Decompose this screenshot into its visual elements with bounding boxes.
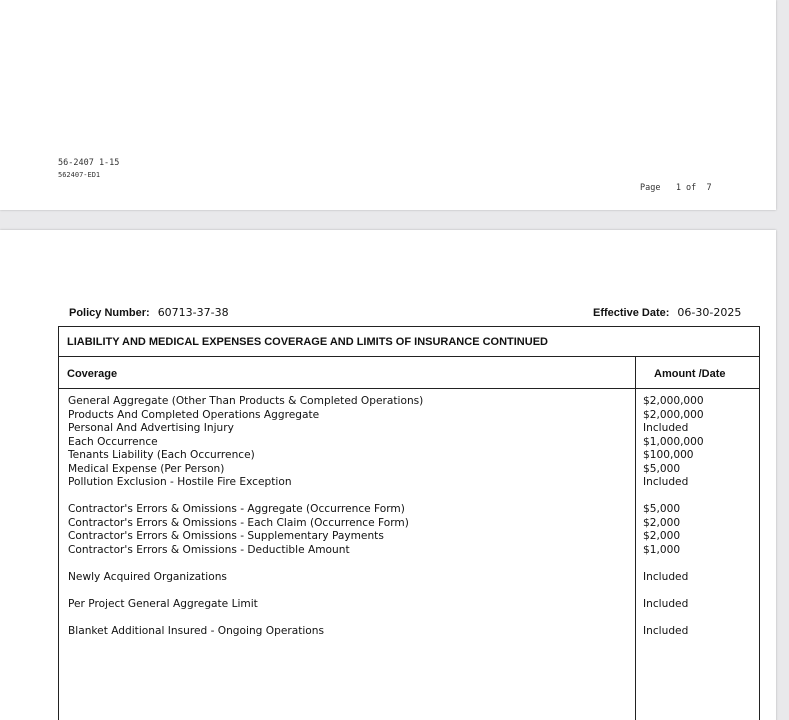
effective-date-value: 06-30-2025 [677, 306, 742, 319]
table-row [59, 503, 759, 517]
form-edition: 562407-ED1 [58, 171, 101, 179]
page-number: Page 1 of 7 [640, 183, 712, 193]
section-title: LIABILITY AND MEDICAL EXPENSES COVERAGE AND LIMITS OF INSURANCE CONTINUED [59, 327, 759, 357]
coverage-name: Pollution Exclusion - Hostile Fire Exception [68, 476, 292, 488]
table-row [59, 476, 759, 490]
table-row [59, 436, 759, 450]
coverage-amount: $1,000 [643, 543, 681, 556]
coverage-name: Contractor's Errors & Omissions - Deductible Amount [68, 543, 350, 556]
page-1 [0, 0, 776, 210]
table-row [59, 463, 759, 477]
coverage-name: Contractor's Errors & Omissions - Supplementary Payments [68, 530, 384, 542]
coverage-name: Contractor's Errors & Omissions - Each Claim (Occurrence Form) [68, 516, 409, 529]
coverage-amount: Included [643, 570, 689, 583]
amount-column-header: Amount /Date [654, 368, 726, 380]
table-header [59, 357, 759, 389]
coverage-amount: $2,000 [643, 530, 681, 542]
coverage-name: Blanket Additional Insured - Ongoing Operations [68, 624, 325, 637]
table-row [59, 409, 759, 423]
coverage-amount: $100,000 [643, 449, 694, 461]
coverage-group [59, 625, 759, 639]
coverage-amount: $2,000,000 [643, 395, 704, 407]
coverage-amount: $1,000,000 [643, 435, 704, 448]
policy-number-value: 60713-37-38 [157, 306, 229, 319]
table-row [59, 530, 759, 544]
coverage-group [59, 395, 759, 490]
form-code: 56-2407 1-15 [58, 158, 120, 168]
coverage-name: Per Project General Aggregate Limit [68, 597, 258, 610]
effective-date-label: Effective Date: [593, 307, 670, 319]
table-row [59, 395, 759, 409]
coverage-name: Newly Acquired Organizations [68, 570, 227, 583]
coverage-amount: $5,000 [643, 503, 681, 515]
coverage-group [59, 571, 759, 585]
coverage-group [59, 598, 759, 612]
coverage-amount: Included [643, 422, 689, 434]
coverage-amount: Included [643, 624, 689, 637]
page-2 [0, 230, 776, 720]
table-row [59, 422, 759, 436]
coverage-name: Personal And Advertising Injury [68, 422, 234, 434]
coverage-amount: Included [643, 597, 689, 610]
coverage-name: Tenants Liability (Each Occurrence) [68, 449, 255, 461]
coverage-name: Each Occurrence [68, 435, 158, 448]
coverage-amount: $2,000,000 [643, 408, 704, 421]
coverage-name: Products And Completed Operations Aggregate [68, 408, 320, 421]
coverage-table [58, 326, 760, 720]
coverage-name: Medical Expense (Per Person) [68, 462, 225, 475]
coverage-amount: Included [643, 476, 689, 488]
table-row [59, 449, 759, 463]
coverage-name: Contractor's Errors & Omissions - Aggregate (Occurrence Form) [68, 503, 405, 515]
coverage-group [59, 503, 759, 557]
table-row [59, 517, 759, 531]
table-row [59, 598, 759, 612]
policy-number-label: Policy Number: [69, 307, 150, 319]
coverage-column-header: Coverage [67, 368, 118, 380]
coverage-name: General Aggregate (Other Than Products & Completed Operations) [68, 395, 424, 407]
table-row [59, 625, 759, 639]
coverage-rows [59, 395, 759, 652]
coverage-amount: $5,000 [643, 462, 681, 475]
policy-number [69, 306, 229, 319]
coverage-amount: $2,000 [643, 516, 681, 529]
table-row [59, 544, 759, 558]
effective-date [593, 306, 741, 319]
table-row [59, 571, 759, 585]
